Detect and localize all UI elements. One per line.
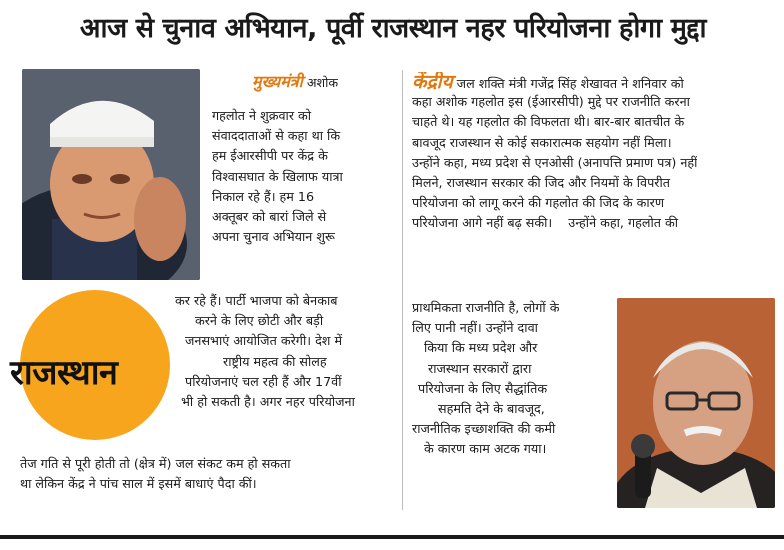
portrait-illustration-right [617,298,775,508]
right-story-tag: केंद्रीय [412,72,453,93]
portrait-illustration-left [22,69,200,280]
left-story-column [212,106,343,247]
left-story-column-lower [175,291,355,412]
text-line: राजनीतिक इच्छाशक्ति की कमी [412,421,556,437]
text-line: मिलने, राजस्थान सरकार की जिद और नियमों के विपरीत [412,174,670,190]
bottom-rule [0,535,784,539]
text-line: गहलोत ने शुक्रवार को [212,108,312,123]
text-line: के कारण काम अटक गया। [424,441,547,457]
text-line: प्राथमिकता राजनीति है, लोगों के [412,300,560,315]
left-story-intro [252,72,338,92]
text-line: कहा अशोक गहलोत इस (ईआरसीपी) मुद्दे पर राजनीति करना [412,94,690,110]
headline: आज से चुनाव अभियान, पूर्वी राजस्थान नहर परियोजना होगा मुद्दा [79,13,707,44]
photo-gajendra-singh-shekhawat [617,298,775,508]
text-line: भी हो सकती है। अगर नहर परियोजना [181,393,355,409]
text-line: परियोजना को लागू करने की गहलोत की जिद के कारण [412,195,665,211]
text-line: करने के लिए छोटी और बड़ी [195,313,324,329]
text-line: विश्वासघात के खिलाफ यात्रा [212,168,343,184]
left-story-tag: मुख्यमंत्री [252,72,303,91]
text-line: था लेकिन केंद्र ने पांच साल में इसमें बाधाएं पैदा कीं। [20,476,257,492]
left-story-bottom [20,454,291,494]
text-line: राजस्थान सरकारों द्वारा [428,360,532,376]
text-line: राष्ट्रीय महत्व की सोलह [223,353,327,369]
column-divider [402,70,403,510]
text-line: अपना चुनाव अभियान शुरू [212,229,335,245]
text-line: परियोजना आगे नहीं बढ़ सकी। उन्होंने कहा, गहलोत की [412,215,679,231]
photo-ashok-gehlot [22,69,200,280]
text-line: हम ईआरसीपी पर केंद्र के [212,148,328,164]
text-line: लिए पानी नहीं। उन्होंने दावा [412,320,538,336]
text-line: उन्होंने कहा, मध्य प्रदेश से एनओसी (अनापत्ति प्रमाण पत्र) नहीं [412,154,698,170]
text-line: सहमति देने के बावजूद, [438,400,545,416]
text-line: अक्तूबर को बारां जिले से [212,208,327,224]
right-story-column [412,72,697,234]
text-line: संवाददाताओं से कहा था कि [212,128,341,144]
text-line: अशोक [306,75,339,90]
text-line: किया कि मध्य प्रदेश और [424,340,538,356]
text-line: कर रहे हैं। पार्टी भाजपा को बेनकाब [175,293,338,308]
text-line: बावजूद राजस्थान से कोई सकारात्मक सहयोग नहीं मिला। [412,134,672,150]
text-line: परियोजनाएं चल रही हैं और 17वीं [185,373,342,389]
text-line: जनसभाएं आयोजित करेगी। देश में [185,333,343,349]
text-line: परियोजना के लिए सैद्धांतिक [418,380,548,396]
text-line: जल शक्ति मंत्री गजेंद्र सिंह शेखावत ने शनिवार को [456,76,684,91]
badge-label: राजस्थान [10,353,118,393]
text-line: निकाल रहे हैं। हम 16 [212,188,315,204]
right-story-narrow [412,298,559,460]
text-line: चाहते थे। यह गहलोत की विफलता थी। बार-बार बातचीत के [412,114,685,130]
text-line: तेज गति से पूरी होती तो (क्षेत्र में) जल संकट कम हो सकता [20,456,291,471]
